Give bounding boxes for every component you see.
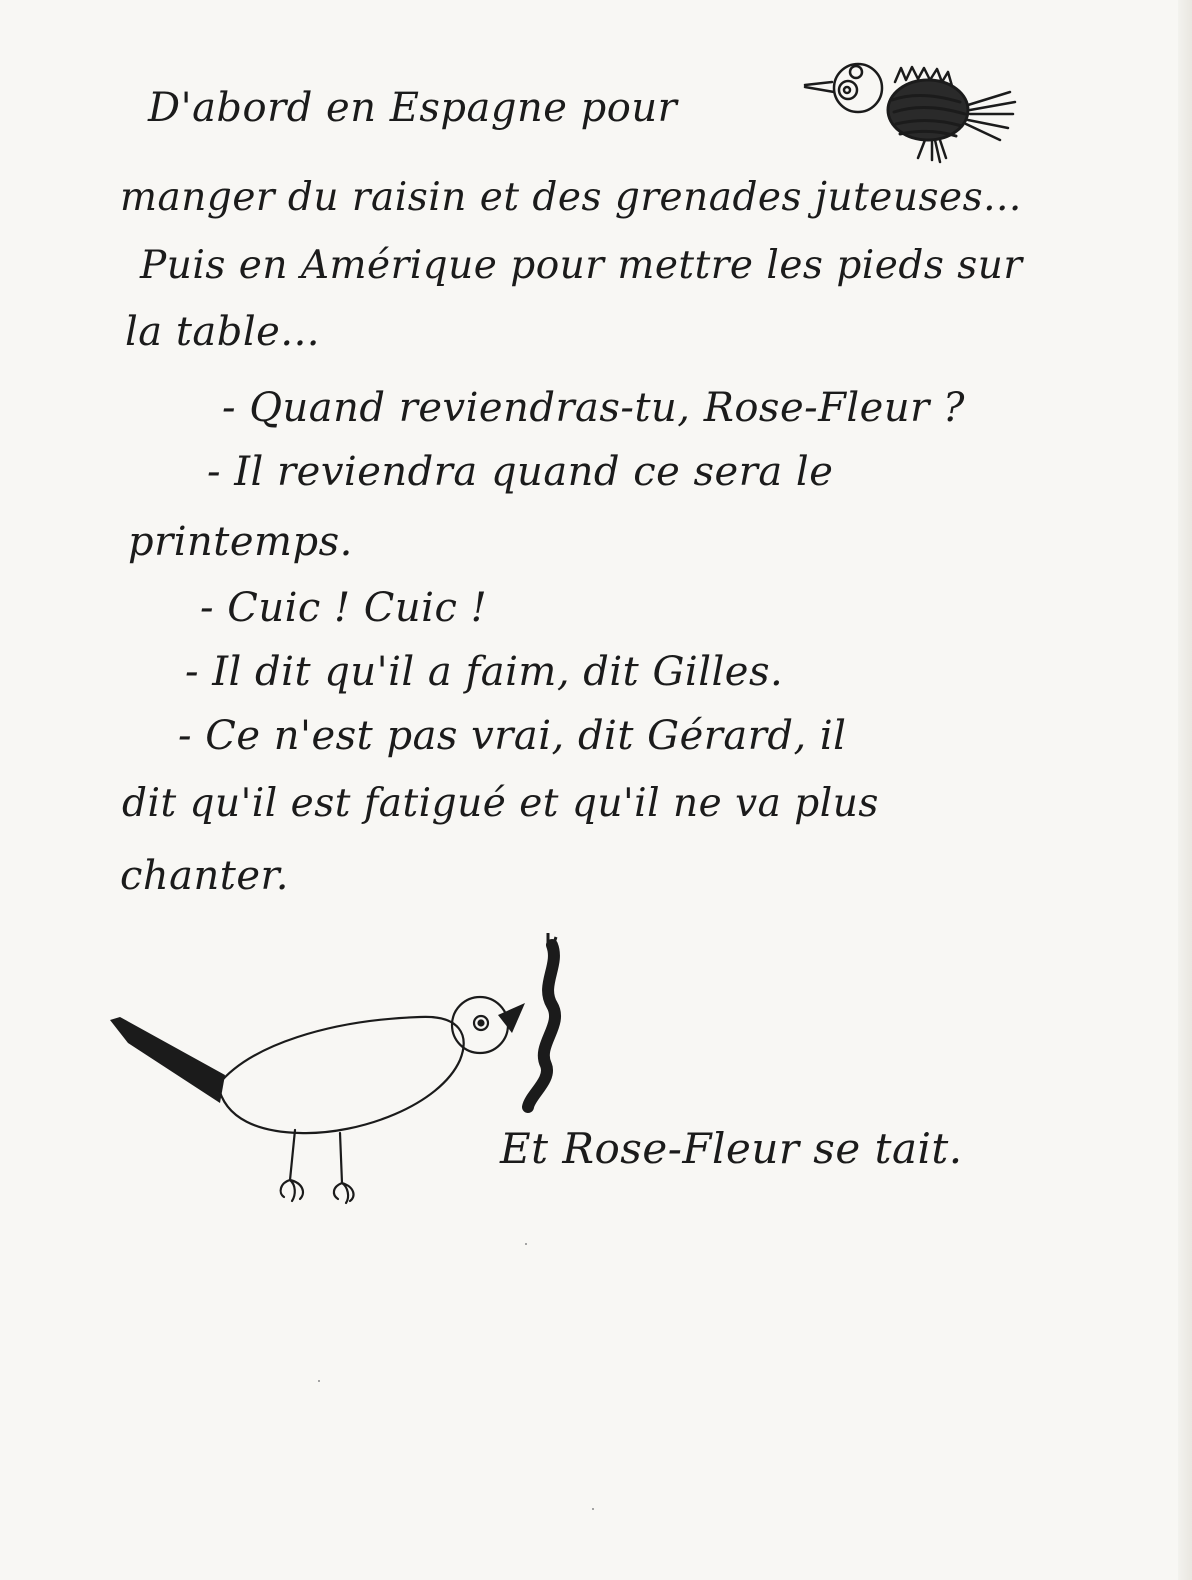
text-line-6: - Il reviendra quand ce sera le <box>207 449 834 495</box>
paper-speck <box>525 1243 527 1245</box>
text-line-11: dit qu'il est fatigué et qu'il ne va plus <box>122 781 879 826</box>
page-edge <box>1178 0 1192 1580</box>
paper-speck <box>592 1508 594 1510</box>
small-bird-drawing <box>800 40 1020 165</box>
text-line-5: - Quand reviendras-tu, Rose-Fleur ? <box>222 385 965 431</box>
text-line-1: D'abord en Espagne pour <box>148 85 678 131</box>
text-line-4: la table... <box>125 309 320 355</box>
bird-with-worm-drawing <box>100 925 580 1225</box>
text-line-7: printemps. <box>128 519 353 565</box>
text-line-8: - Cuic ! Cuic ! <box>200 585 488 631</box>
text-line-10: - Ce n'est pas vrai, dit Gérard, il <box>178 713 847 759</box>
text-line-3: Puis en Amérique pour mettre les pieds sur <box>140 243 1023 288</box>
text-line-12: chanter. <box>120 853 289 899</box>
text-line-2: manger du raisin et des grenades juteuses... <box>120 175 1022 220</box>
text-line-9: - Il dit qu'il a faim, dit Gilles. <box>185 649 784 695</box>
closing-line: Et Rose-Fleur se tait. <box>500 1124 963 1173</box>
paper-speck <box>318 1380 320 1382</box>
